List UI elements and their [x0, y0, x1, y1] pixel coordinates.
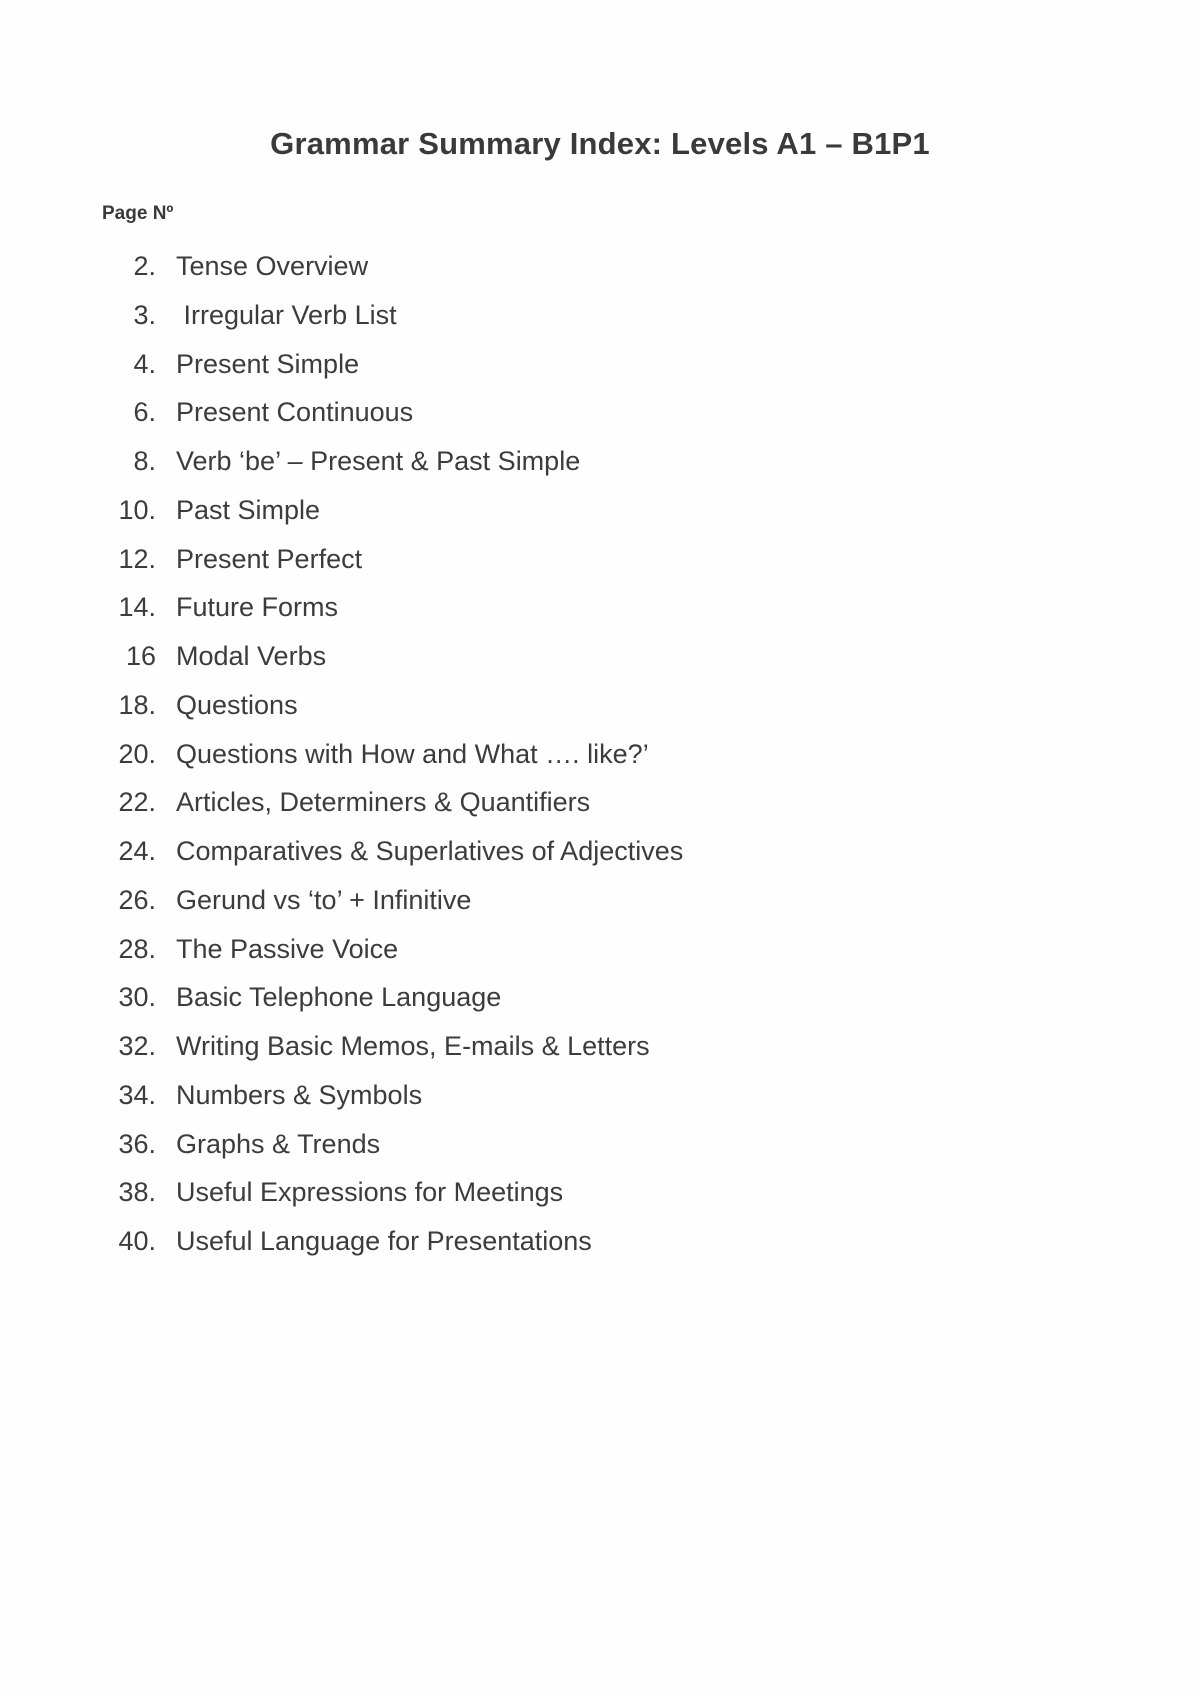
toc-entry — [0, 1026, 1200, 1075]
toc-entry-title: Past Simple — [176, 494, 321, 525]
toc-page-number: 6. — [133, 397, 156, 428]
toc-entry-title: Useful Language for Presentations — [176, 1226, 592, 1256]
toc-entry-title: Gerund vs ‘to’ + Infinitive — [176, 884, 472, 915]
toc-entry — [0, 1124, 1200, 1173]
toc-entry-title: The Passive Voice — [176, 933, 399, 964]
toc-page-number: 8. — [133, 446, 156, 476]
toc-page-number: 16 — [125, 641, 156, 671]
toc-entry — [0, 490, 1200, 539]
toc-entry — [0, 295, 1200, 344]
toc-entry — [0, 1172, 1200, 1221]
toc-entry — [0, 392, 1200, 441]
toc-entry — [0, 977, 1200, 1026]
toc-entry — [0, 1221, 1200, 1270]
toc-page-number: 10. — [118, 494, 156, 525]
toc-entry — [0, 344, 1200, 393]
toc-entry-title: Articles, Determiners & Quantifiers — [176, 787, 591, 818]
toc-entry-title: Irregular Verb List — [176, 299, 397, 330]
toc-page-number: 4. — [133, 348, 156, 379]
toc-entry — [0, 929, 1200, 978]
toc-entry — [0, 831, 1200, 880]
toc-entry-title: Tense Overview — [176, 251, 369, 281]
toc-entry-title: Graphs & Trends — [176, 1128, 381, 1159]
toc-page-number: 20. — [118, 738, 156, 769]
toc-entry — [0, 734, 1200, 783]
toc-entry — [0, 636, 1200, 685]
toc-page-number: 14. — [118, 592, 156, 623]
toc-page-number: 28. — [118, 933, 156, 964]
toc-entry-title: Questions with How and What …. like?’ — [176, 738, 649, 769]
toc-page-number: 24. — [118, 836, 156, 866]
toc-page-number: 22. — [118, 787, 156, 818]
toc-entry-title: Questions — [176, 689, 298, 720]
toc-page-number: 34. — [118, 1079, 156, 1110]
toc-entry-title: Basic Telephone Language — [176, 982, 502, 1013]
toc-entry-title: Comparatives & Superlatives of Adjectives — [176, 836, 684, 866]
toc-entry-title: Numbers & Symbols — [176, 1079, 423, 1110]
toc-entry-title: Modal Verbs — [176, 641, 327, 671]
toc-entry — [0, 587, 1200, 636]
toc-page-number: 30. — [118, 982, 156, 1013]
toc-entry-title: Verb ‘be’ – Present & Past Simple — [176, 446, 581, 476]
toc-entry — [0, 539, 1200, 588]
toc-page-number: 12. — [118, 543, 156, 574]
toc-page-number: 40. — [118, 1226, 156, 1256]
page-number-heading: Page Nº — [102, 203, 174, 224]
toc-entry-title: Writing Basic Memos, E-mails & Letters — [176, 1031, 650, 1061]
toc-entry-title: Useful Expressions for Meetings — [176, 1177, 564, 1208]
toc-entry — [0, 441, 1200, 490]
table-of-contents — [0, 246, 1200, 1270]
toc-page-number: 32. — [118, 1031, 156, 1061]
toc-entry — [0, 782, 1200, 831]
toc-entry-title: Present Perfect — [176, 543, 363, 574]
toc-entry-title: Present Continuous — [176, 397, 414, 428]
toc-page-number: 18. — [118, 689, 156, 720]
toc-page-number: 38. — [118, 1177, 156, 1208]
toc-entry — [0, 685, 1200, 734]
toc-entry — [0, 880, 1200, 929]
toc-entry — [0, 246, 1200, 295]
toc-entry-title: Present Simple — [176, 348, 360, 379]
document-title: Grammar Summary Index: Levels A1 – B1P1 — [270, 126, 930, 161]
toc-page-number: 36. — [118, 1128, 156, 1159]
toc-entry — [0, 1075, 1200, 1124]
toc-page-number: 26. — [118, 884, 156, 915]
toc-page-number: 2. — [133, 251, 156, 281]
toc-entry-title: Future Forms — [176, 592, 339, 623]
toc-page-number: 3. — [133, 299, 156, 330]
